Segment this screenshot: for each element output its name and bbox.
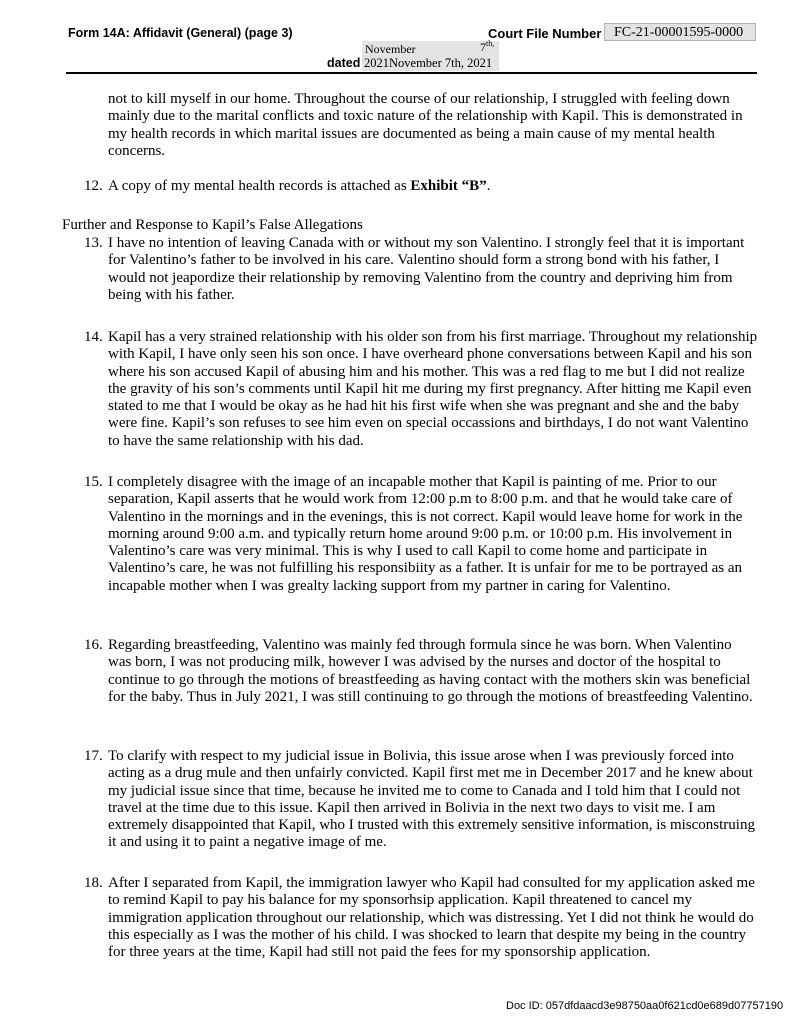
p12-end: . [486,178,491,194]
paragraph-text: After I separated from Kapil, the immigration lawyer who Kapil had consulted for my application asked me to remind Kapil to pay his balance for my sponsorhsip application. Kapil threatened to cancel my immigration application throughout our relationship, which was distressing. Yet I did not think he would do this especially as I was the mother of his child. I was shocked to learn that despite my being in the country for three years at the time, Kapil had still not paid the fees for my sponsorship application. [108,875,755,961]
paragraph-text: Kapil has a very strained relationship with his older son from his first marriage. Throughout my relationship with Kapil, I have only seen his son once. I have overheard phone conversations between Kapil and his son where his son accused Kapil of abusing him and his mother. This was a red flag to me but I did not realize the gravity of his son’s comments until Kapil hit me during my first pregnancy. After hitting me Kapil even stated to me that I would be okay as he had hit his first wife when she was pregnant and she and the baby were fine. Kapil’s son refuses to see him even on special occassions and birthdays, I do not want Valentino to have the same relationship with his dad. [108,329,758,449]
paragraph-number: 15. [84,474,103,490]
paragraph-number: 13. [84,235,103,251]
document-id: Doc ID: 057dfdaacd3e98750aa0f621cd0e689d07757190 [506,1000,784,1012]
paragraph-text: To clarify with respect to my judicial issue in Bolivia, this issue arose when I was previously forced into acting as a drug mule and then unfairly convicted. Kapil first met me in December 2017 and he knew about my judicial issue since that time, because he invited me to come to Canada and I told him that I could not travel at the time due to this issue. Kapil then arrived in Bolivia in the next two days to visit me. I am extremely disappointed that Kapil, who I trusted with this extremely sensitive information, is misconstruing it and using it to paint a negative image of me. [108,748,755,851]
court-file-number-field[interactable]: FC-21-00001595-0000 [604,23,756,41]
paragraph-number: 14. [84,329,103,345]
paragraph-number: 17. [84,748,103,764]
section-heading: Further and Response to Kapil’s False Allegations [62,217,363,233]
p12-text: A copy of my mental health records is attached as [108,178,411,194]
exhibit-reference: Exhibit “B” [410,178,487,194]
paragraph-text [108,178,758,195]
paragraph-text: I have no intention of leaving Canada with or without my son Valentino. I strongly feel that it is important for Valentino’s father to be involved in his care. Valentino should form a strong bond with his father, I would not jeapordize their relationship by removing Valentino from the country and depriving him from being with his father. [108,235,745,303]
court-file-label: Court File Number [488,26,602,41]
date-day-number: 7 [480,40,486,54]
continuation-paragraph: not to kill myself in our home. Throughout the course of our relationship, I struggled with feeling down mainly due to the marital conflicts and toxic nature of the relationship with Kapil. This is demonstrated in my health records in which marital issues are documented as being a main cause of my mental health concerns. [108,91,743,159]
paragraph-number: 16. [84,637,103,653]
header-rule [66,72,757,74]
date-day-suffix: th, [486,39,495,48]
paragraph-text: I completely disagree with the image of an incapable mother that Kapil is painting of me. Prior to our separation, Kapil asserts that he would work from 12:00 p.m to 8:00 p.m. and that he would take care of Valentino in the mornings and in the evenings, this is not correct. Kapil would leave home for work in the morning around 9:00 a.m. and typically return home around 9:00 p.m. or 10:00 p.m. His involvement in Valentino’s care was very minimal. This is why I used to call Kapil to come home and participate in Valentino’s care, he was not fulfilling his responsibiity as a father. It is unfair for me to be portrayed as an incapable mother when I was grealty lacking support from my partner in caring for Valentino. [108,474,743,594]
date-full: 2021November 7th, 2021 [364,56,493,70]
paragraph-text: Regarding breastfeeding, Valentino was mainly fed through formula since he was born. When Valentino was born, I was not producing milk, however I was advised by the nurses and doctor of the hospital to continue to go through the motions of breastfeeding as having contact with the mothers skin was beneficial for the baby. Thus in July 2021, I was still continuing to go through the motions of breastfeeding Valentino. [108,637,753,705]
date-day [480,40,494,55]
paragraph-number: 12. [84,178,103,194]
date-month: November [365,42,416,56]
dated-label: dated [327,56,361,70]
form-title: Form 14A: Affidavit (General) (page 3) [68,26,293,40]
paragraph-number: 18. [84,875,103,891]
